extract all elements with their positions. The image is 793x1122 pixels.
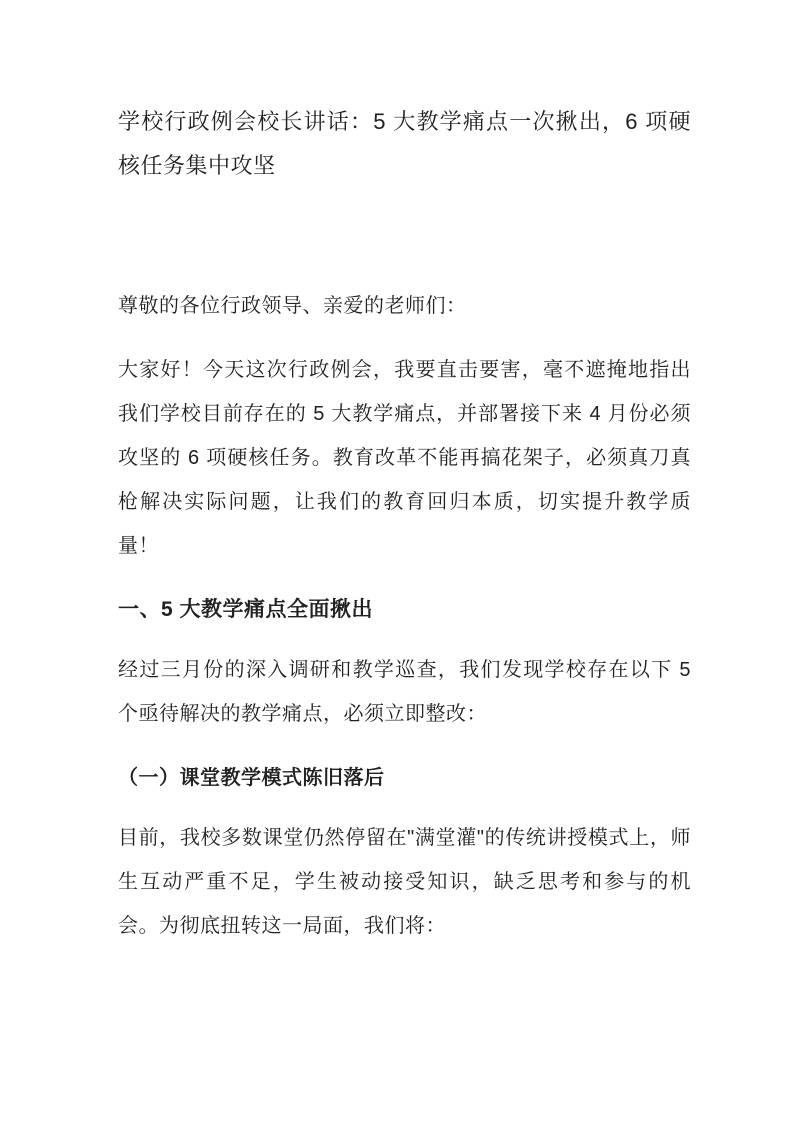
intro-paragraph: 大家好！今天这次行政例会，我要直击要害，毫不遮掩地指出我们学校目前存在的 5 大教学痛点，并部署接下来 4 月份必须攻坚的 6 项硬核任务。教育改革不能再搞花架子，必须真刀真枪解决实际问题，让我们的教育回归本质，切实提升教学质量！ <box>118 359 691 557</box>
section-1-heading: 一、5 大教学痛点全面揪出 <box>118 598 374 621</box>
subsection-1-1-heading: （一）课堂教学模式陈旧落后 <box>118 767 385 789</box>
salutation: 尊敬的各位行政领导、亲爱的老师们： <box>118 295 467 317</box>
document-title: 学校行政例会校长讲话：5 大教学痛点一次揪出，6 项硬核任务集中攻坚 <box>118 109 691 178</box>
subsection-1-1-body-paragraph: 目前，我校多数课堂仍然停留在"满堂灌"的传统讲授模式上，师生互动严重不足，学生被动接受知识，缺乏思考和参与的机会。为彻底扭转这一局面，我们将： <box>118 827 691 937</box>
section-1-lead-paragraph: 经过三月份的深入调研和教学巡查，我们发现学校存在以下 5 个亟待解决的教学痛点，必须立即整改： <box>118 659 691 725</box>
